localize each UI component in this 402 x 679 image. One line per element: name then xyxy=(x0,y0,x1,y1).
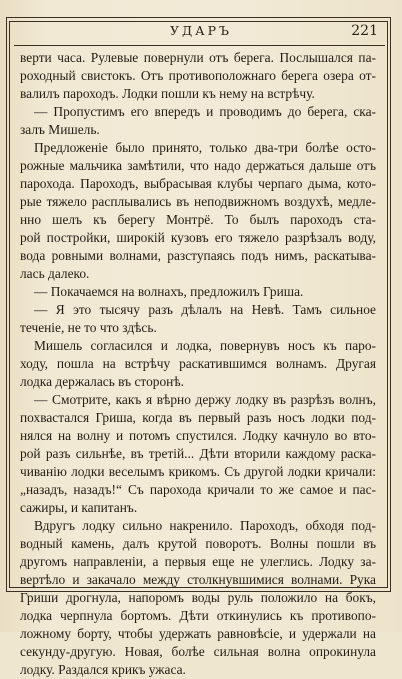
paragraph xyxy=(20,391,376,517)
text-line: водный камень, далъ крутой поворотъ. Волны пошли въ xyxy=(20,536,376,551)
text-line: валилъ пароходъ. Лодки пошли къ нему на встрѣчу. xyxy=(20,86,315,101)
text-line: нялся на волну и потомъ спустился. Лодку качнуло во вто- xyxy=(20,428,376,443)
paragraph xyxy=(20,49,376,103)
page-number: 221 xyxy=(351,23,378,39)
paragraph xyxy=(20,301,376,337)
text-line: теченіе, не то что здѣсь. xyxy=(20,320,157,335)
text-line: секунду-другую. Новая, болѣе сильная волна опрокинула xyxy=(20,644,376,659)
text-line: похвастался Гриша, когда въ первый разъ носъ лодки под- xyxy=(20,410,376,425)
text-line: лодка держалась въ сторонѣ. xyxy=(20,374,184,389)
text-line: ходу, пошла на встрѣчу раскатившимся волнамъ. Другая xyxy=(20,356,376,371)
text-line: — Я это тысячу разъ дѣлалъ на Невѣ. Тамъ сильное xyxy=(34,302,376,317)
text-line: верти часа. Рулевые повернули отъ берега. Послышался па- xyxy=(20,50,376,65)
text-line: чиванію лодки веселымъ крикомъ. Съ другой лодки кричали: xyxy=(20,464,376,479)
paragraph xyxy=(20,337,376,391)
running-title: УДАРЪ xyxy=(169,23,232,38)
text-line: другомъ направленіи, а первыя еще не улеглись. Лодку за- xyxy=(20,554,376,569)
text-line: — Покачаемся на волнахъ, предложилъ Гриша. xyxy=(34,284,304,299)
text-line: лась далеко. xyxy=(20,266,90,281)
text-line: — Смотрите, какъ я вѣрно держу лодку въ разрѣзъ волнъ, xyxy=(34,392,376,407)
text-line: лодку. Раздался крикъ ужаса. xyxy=(20,662,186,677)
paragraph xyxy=(20,139,376,283)
text-line: парохода. Пароходъ, выбрасывая клубы черпаго дыма, кото- xyxy=(20,176,376,191)
text-line: вертѣло и закачало между столкнувшимися волнами. Рука xyxy=(20,572,376,587)
paragraph xyxy=(20,517,376,679)
text-line: Предложеніе было принято, только два-три болѣе осто- xyxy=(34,140,376,155)
text-line: — Пропустимъ его впередъ и проводимъ до берега, ска- xyxy=(34,104,376,119)
text-line: рой постройки, широкій кузовъ его тяжело разрѣзалъ воду, xyxy=(20,230,376,245)
text-line: залъ Мишель. xyxy=(20,122,100,137)
text-line: рожные мальчика замѣтили, что надо держаться дальше отъ xyxy=(20,158,376,173)
text-line: нно шелъ къ берегу Монтрё. То былъ пароходъ ста- xyxy=(20,212,376,227)
text-line: роходный свистокъ. Отъ противоположнаго берега озера от- xyxy=(20,68,376,83)
text-line: рые тяжело расплывались въ неподвижномъ воздухѣ, медле- xyxy=(20,194,376,209)
text-line: лодка черпнула бортомъ. Дѣти откинулись къ противопо- xyxy=(20,608,376,623)
text-line: Вдругъ лодку сильно накренило. Пароходъ, обходя под- xyxy=(34,518,376,533)
text-line: вода ровными волнами, разступаясь подъ нимъ, раскатыва- xyxy=(20,248,376,263)
text-line: Гриши дрогнула, напоромъ воды руль положило на бокъ, xyxy=(20,590,376,605)
text-line: Мишель согласился и лодка, повернувъ носъ къ паро- xyxy=(34,338,376,353)
text-line: „назадъ, назадъ!“ Съ парохода кричали то же самое и пас- xyxy=(20,482,376,497)
body-text xyxy=(20,49,376,679)
paragraph xyxy=(20,103,376,139)
header-rule xyxy=(14,45,385,46)
paragraph xyxy=(20,283,376,301)
text-line: рой разъ сильнѣе, въ третій... Дѣти вторили каждому раска- xyxy=(20,446,376,461)
text-line: сажиры, и капитанъ. xyxy=(20,500,138,515)
text-line: ложному борту, чтобы удержать равновѣсіе, и удержали на xyxy=(20,626,376,641)
